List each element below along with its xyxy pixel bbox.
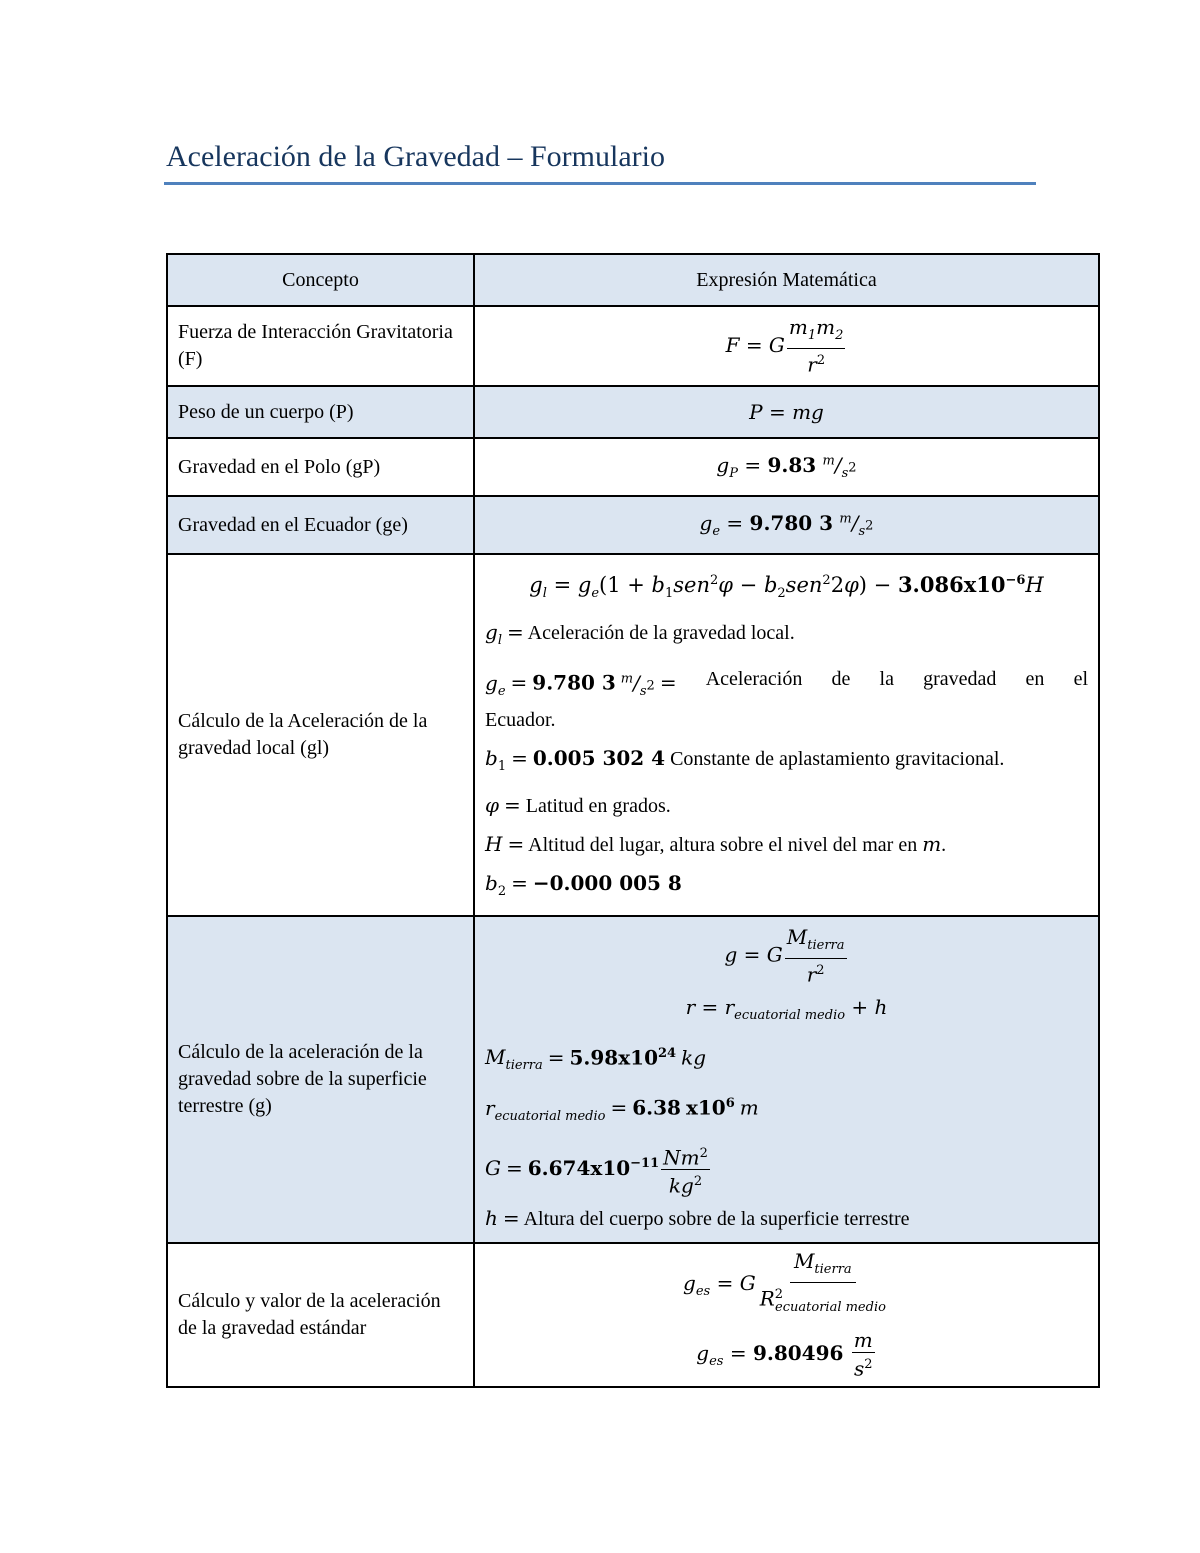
formula-weight: P = mg xyxy=(749,399,824,424)
expression-cell xyxy=(474,438,1099,496)
table-row xyxy=(167,306,1099,386)
formula-local-gravity: $g_l = g_e(1 + b_1sen^2\varphi - b_2sen^22\varphi) - 3.086x10^{-6}H$ xyxy=(529,572,1044,602)
table-row xyxy=(167,438,1099,496)
concept-cell: Peso de un cuerpo (P) xyxy=(167,386,474,438)
title-underline xyxy=(164,182,1036,185)
formula-radius: $r = r_{ecuatorial medio} + h$ xyxy=(685,994,888,1023)
concept-cell: Cálculo de la aceleración de la gravedad sobre de la superficie terrestre (g) xyxy=(167,916,474,1243)
def-ge: $g_e = 9.780$ 3 $^m/_{s^2}$ = Aceleración de la gravedad en el xyxy=(485,668,1088,699)
concept-cell: Cálculo de la Aceleración de la gravedad local (gl) xyxy=(167,554,474,916)
formula-gravity-equator: $g_e = 9.780$ 3 $^m/_{s^2}$ xyxy=(699,511,874,539)
def-b2: $b_2 = -0.000$ 005 8 xyxy=(485,870,682,899)
header-expression: Expresión Matemática xyxy=(474,254,1099,306)
def-phi: φ = Latitud en grados. xyxy=(485,792,671,817)
concept-cell: Fuerza de Interacción Gravitatoria (F) xyxy=(167,306,474,386)
def-b1: $b_1 = 0.005$ 302 4 Constante de aplastamiento gravitacional. xyxy=(485,745,1005,774)
table-row xyxy=(167,554,1099,916)
table-row xyxy=(167,1243,1099,1387)
def-gl: $g_l$ = Aceleración de la gravedad local. xyxy=(485,620,795,649)
expression-cell xyxy=(474,554,1099,916)
formula-gravity-pole: $g_P = 9.83$ $^m/_{s^2}$ xyxy=(716,453,857,481)
def-H: H = Altitud del lugar, altura sobre el nivel del mar en m. xyxy=(485,831,947,856)
expression-cell xyxy=(474,1243,1099,1387)
table-row xyxy=(167,386,1099,438)
def-earth-mass: $M_{tierra} = 5.98x10^{24}$ kg xyxy=(485,1045,707,1074)
expression-cell xyxy=(474,916,1099,1243)
formula-table xyxy=(166,253,1100,1388)
concept-cell: Cálculo y valor de la aceleración de la gravedad estándar xyxy=(167,1243,474,1387)
page-title: Aceleración de la Gravedad – Formulario xyxy=(166,140,665,173)
table-row xyxy=(167,916,1099,1243)
header-concept: Concepto xyxy=(167,254,474,306)
concept-cell: Gravedad en el Ecuador (ge) xyxy=(167,496,474,554)
formula-gravitational-force: F = G $\frac{m_1m_2}{r^2}$ xyxy=(725,315,844,377)
value-standard-gravity: $g_{es} = 9.80496$ $\frac{m}{s^2}$ xyxy=(696,1328,873,1381)
def-gravitational-constant: $G = 6.674x10^{-11}$ $\frac{Nm^2}{kg^2}$ xyxy=(485,1142,1088,1198)
table-row xyxy=(167,496,1099,554)
table-header-row xyxy=(167,254,1099,306)
formula-standard-gravity: $g_{es} = G$ $\frac{M_{tierra}}{R^2_{ecuatorial medio}}$ xyxy=(683,1249,886,1316)
concept-cell: Gravedad en el Polo (gP) xyxy=(167,438,474,496)
expression-cell xyxy=(474,386,1099,438)
def-height: h = Altura del cuerpo sobre de la superficie terrestre xyxy=(485,1206,910,1231)
formula-surface-gravity: g = G $\frac{M_{tierra}}{r^2}$ xyxy=(724,924,845,987)
expression-cell xyxy=(474,306,1099,386)
expression-cell xyxy=(474,496,1099,554)
def-ge-end: Ecuador. xyxy=(485,708,556,731)
def-earth-radius: $r_{ecuatorial medio} = 6.38$ $x10^6$ m xyxy=(485,1095,759,1124)
